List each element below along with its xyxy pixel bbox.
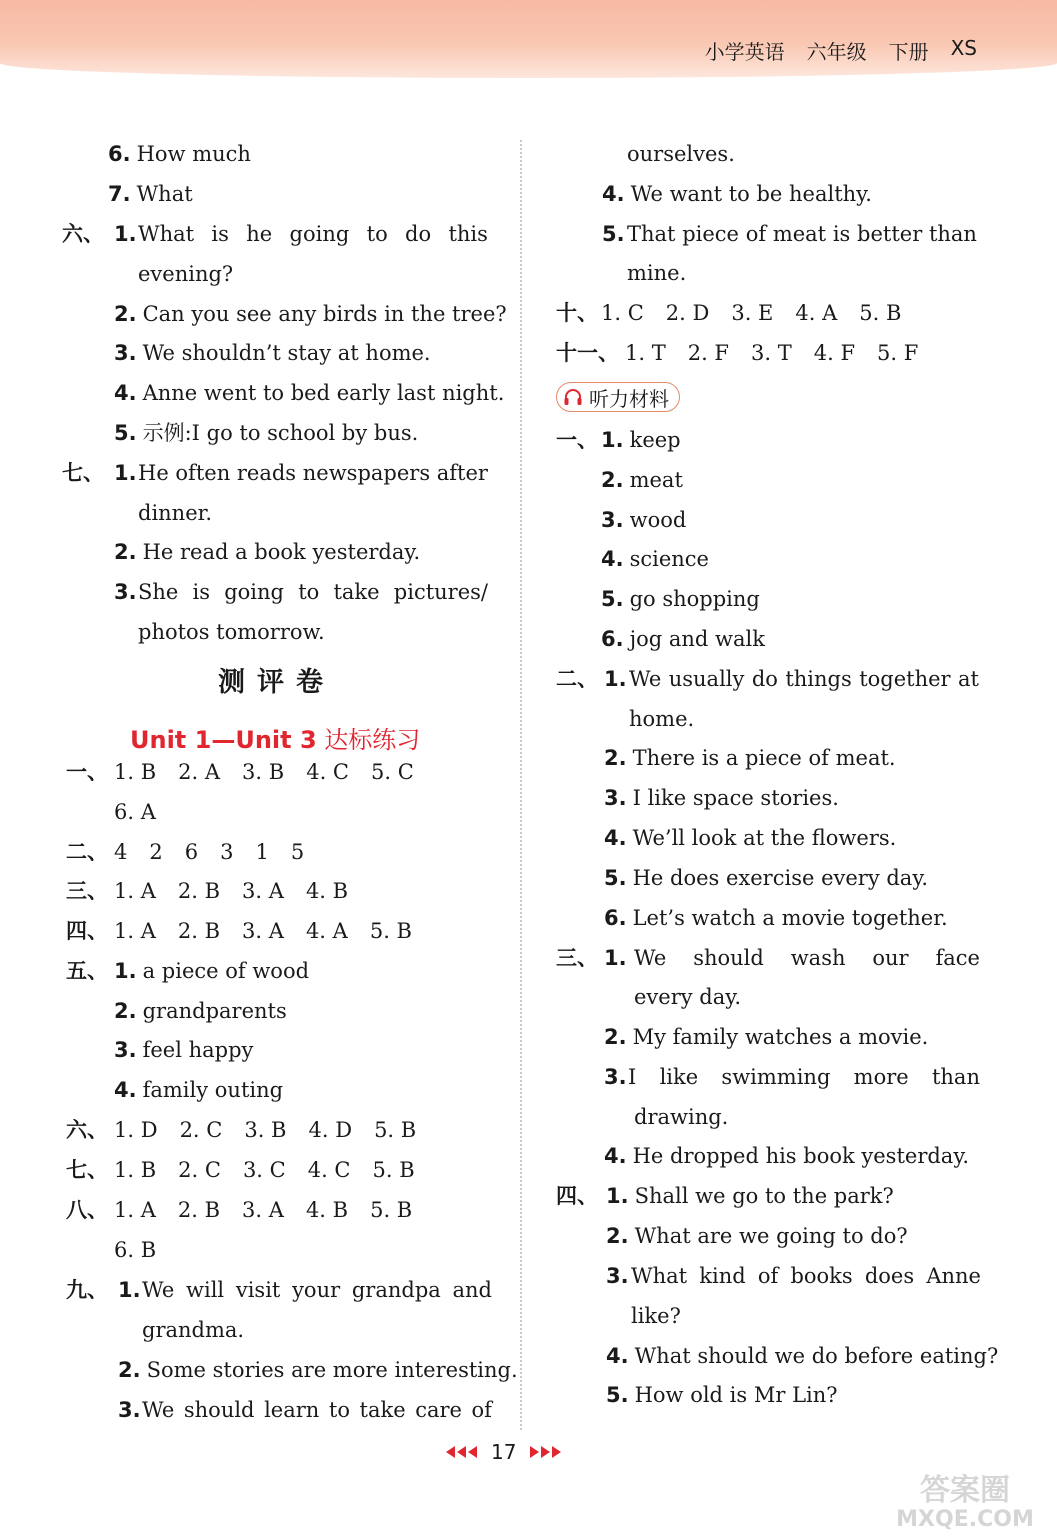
answer-line: We should learn to take care of — [142, 1398, 492, 1422]
answer-line: like? — [631, 1304, 681, 1328]
answer-line: 2. Some stories are more interesting. — [118, 1358, 518, 1382]
answer-line: He often reads newspapers after — [138, 461, 488, 485]
answer-line: 2. He read a book yesterday. — [114, 540, 421, 564]
answer-line: 3. We shouldn’t stay at home. — [114, 341, 431, 365]
answer-line: 2. meat — [601, 468, 683, 492]
answer-line: 1. — [114, 222, 137, 246]
answer-row: 1. C 2. D 3. E 4. A 5. B — [601, 301, 902, 325]
listening-material-badge — [556, 382, 680, 412]
answer-line: every day. — [634, 985, 742, 1009]
section-label: 十、 — [556, 301, 598, 325]
answer-line: 4. science — [601, 547, 709, 571]
answer-line: 4. We’ll look at the flowers. — [604, 826, 897, 850]
answer-line: mine. — [627, 261, 687, 285]
answer-line: 4. Anne went to bed early last night. — [114, 381, 505, 405]
edition: XS — [950, 36, 977, 60]
answer-line: 1. keep — [601, 428, 681, 452]
answer-line: 3. — [114, 580, 137, 604]
answer-line: 3. — [118, 1398, 141, 1422]
answer-line: 6. Let’s watch a movie together. — [604, 906, 948, 930]
answer-line: 6. How much — [108, 142, 251, 166]
section-label: 五、 — [66, 959, 108, 983]
answer-line: 1. a piece of wood — [114, 959, 310, 983]
section-label: 六、 — [62, 222, 104, 246]
answer-line: 2. What are we going to do? — [606, 1224, 908, 1248]
answer-line: 1. — [604, 667, 627, 691]
unit-title: Unit 1—Unit 3 达标练习 — [130, 726, 421, 754]
section-label: 三、 — [556, 946, 598, 970]
answer-line: She is going to take pictures/ — [138, 580, 488, 604]
section-label: 二、 — [556, 667, 598, 691]
answer-line: 5. go shopping — [601, 587, 760, 611]
answer-row: 1. A 2. B 3. A 4. B 5. B — [114, 1198, 413, 1222]
answer-line: home. — [629, 707, 695, 731]
answer-line: ourselves. — [627, 142, 735, 166]
grade: 六年级 — [806, 40, 867, 64]
answer-line: We usually do things together at — [629, 667, 979, 691]
answer-line: 3. I like space stories. — [604, 786, 839, 810]
section-label: 一、 — [66, 760, 108, 784]
page-number — [446, 1440, 561, 1464]
headphone-icon — [563, 388, 583, 406]
answer-line: 3. — [606, 1264, 629, 1288]
subject: 小学英语 — [704, 40, 785, 64]
section-label: 七、 — [66, 1158, 108, 1182]
section-label: 二、 — [66, 840, 108, 864]
answer-line: 2. grandparents — [114, 999, 287, 1023]
answer-line: photos tomorrow. — [138, 620, 325, 644]
answer-line: 2. My family watches a movie. — [604, 1025, 929, 1049]
answer-row: 1. A 2. B 3. A 4. B — [114, 879, 349, 903]
book-info — [705, 36, 977, 65]
answer-line: 1. — [604, 946, 627, 970]
page-number-text: 17 — [491, 1440, 517, 1464]
answer-line: What is he going to do this — [138, 222, 488, 246]
answer-row: 6. B — [114, 1238, 157, 1262]
answer-row: 1. B 2. C 3. C 4. C 5. B — [114, 1158, 415, 1182]
section-label: 十一、 — [556, 341, 619, 365]
answer-line: drawing. — [634, 1105, 729, 1129]
answer-line: grandma. — [142, 1318, 245, 1342]
answer-row: 1. D 2. C 3. B 4. D 5. B — [114, 1118, 417, 1142]
answer-row: 1. A 2. B 3. A 4. A 5. B — [114, 919, 412, 943]
term: 下册 — [888, 40, 929, 64]
answer-line: 4. He dropped his book yesterday. — [604, 1144, 970, 1168]
watermark-logo — [880, 1470, 1050, 1532]
answer-line: dinner. — [138, 501, 213, 525]
answer-row: 1. T 2. F 3. T 4. F 5. F — [625, 341, 919, 365]
section-label: 四、 — [556, 1184, 598, 1208]
listening-material-label: 听力材料 — [589, 386, 669, 411]
answer-line: 5. He does exercise every day. — [604, 866, 929, 890]
answer-line: 1. — [114, 461, 137, 485]
answer-line: 3. wood — [601, 508, 687, 532]
prev-arrows-icon — [446, 1446, 477, 1458]
answer-line: 5. 示例:I go to school by bus. — [114, 421, 419, 445]
answer-line: 2. Can you see any birds in the tree? — [114, 302, 507, 326]
watermark-bottom-text: MXQE.COM — [896, 1507, 1034, 1532]
watermark-top-text: 答案圈 — [920, 1473, 1010, 1508]
answer-line: What kind of books does Anne — [631, 1264, 981, 1288]
section-label: 九、 — [66, 1278, 108, 1302]
answer-line: 7. What — [108, 182, 193, 206]
answer-line: 6. jog and walk — [601, 627, 765, 651]
section-label: 四、 — [66, 919, 108, 943]
answer-line: I like swimming more than — [628, 1065, 980, 1089]
answer-line: 4. What should we do before eating? — [606, 1344, 999, 1368]
section-label: 一、 — [556, 428, 598, 452]
test-title: 测评卷 — [218, 667, 335, 698]
section-label: 三、 — [66, 879, 108, 903]
answer-line: 3. feel happy — [114, 1038, 254, 1062]
answer-line: 1. Shall we go to the park? — [606, 1184, 894, 1208]
answer-line: 5. How old is Mr Lin? — [606, 1383, 838, 1407]
section-label: 七、 — [62, 461, 104, 485]
answer-row: 1. B 2. A 3. B 4. C 5. C — [114, 760, 414, 784]
answer-line: We will visit your grandpa and — [142, 1278, 492, 1302]
answer-line: That piece of meat is better than — [627, 222, 977, 246]
section-label: 八、 — [66, 1198, 108, 1222]
answer-line: We should wash our face — [634, 946, 980, 970]
answer-row: 4 2 6 3 1 5 — [114, 840, 305, 864]
answer-row: 6. A — [114, 800, 156, 824]
answer-line: 1. — [118, 1278, 141, 1302]
next-arrows-icon — [530, 1446, 561, 1458]
answer-line: 2. There is a piece of meat. — [604, 746, 896, 770]
column-divider — [520, 140, 522, 1430]
answer-line: 4. We want to be healthy. — [602, 182, 872, 206]
answer-line: evening? — [138, 262, 234, 286]
answer-line: 3. — [604, 1065, 627, 1089]
section-label: 六、 — [66, 1118, 108, 1142]
answer-line: 5. — [602, 222, 625, 246]
answer-line: 4. family outing — [114, 1078, 284, 1102]
